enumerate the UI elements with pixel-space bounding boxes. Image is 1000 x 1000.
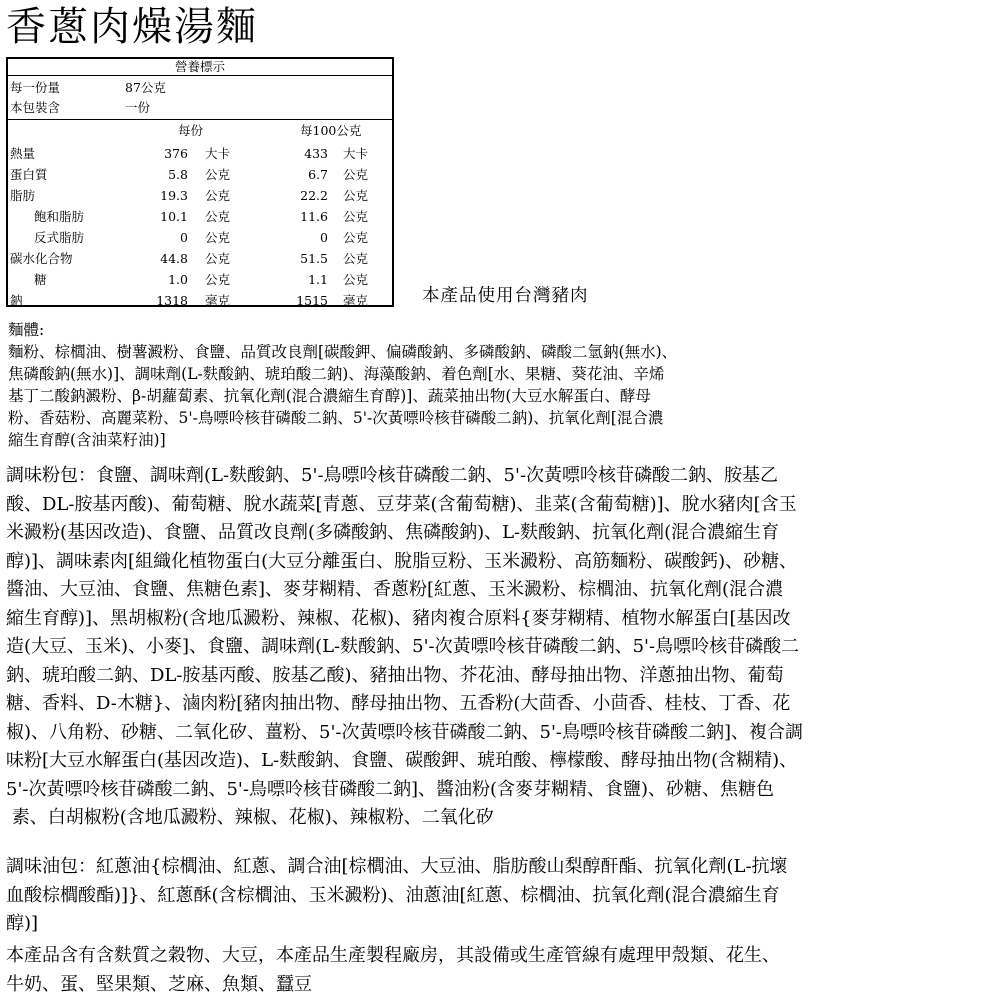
unit-per-100g: 公克	[343, 167, 369, 182]
unit-per-100g: 公克	[343, 188, 369, 203]
ingredient-line: 縮生育醇)]、黑胡椒粉(含地瓜澱粉、辣椒、花椒)、豬肉複合原料{麥芽糊精、植物水解蛋白[基因改	[6, 607, 791, 629]
value-per-serving: 10.1	[160, 209, 188, 224]
value-per-serving: 0	[180, 230, 188, 245]
unit-per-serving: 公克	[205, 251, 231, 266]
ingredient-line: 調味粉包：食鹽、調味劑(L-麩酸鈉、5'-鳥嘌呤核苷磷酸二鈉、5'-次黃嘌呤核苷磷酸二鈉、胺基乙	[6, 465, 779, 486]
pork-origin-note: 本產品使用台灣豬肉	[422, 286, 589, 306]
unit-per-100g: 公克	[343, 251, 369, 266]
servings-row	[8, 98, 392, 118]
nutrient-row	[8, 228, 392, 248]
nutrient-row	[8, 207, 392, 227]
unit-per-100g: 大卡	[343, 146, 369, 161]
col-per-100g: 每100公克	[300, 123, 362, 138]
nutrient-row	[8, 186, 392, 206]
ingredient-line: 味粉[大豆水解蛋白(基因改造)、L-麩酸鈉、食鹽、碳酸鉀、琥珀酸、檸檬酸、酵母抽出物(含糊精)、	[6, 750, 798, 771]
nutrient-row	[8, 165, 392, 185]
nutrient-label: 蛋白質	[10, 167, 48, 182]
allergen-line: 本產品含有含麩質之穀物、大豆，本產品生產製程廠房，其設備或生產管線有處理甲殼類、花生、	[6, 945, 780, 966]
nutrient-row	[8, 249, 392, 269]
ingredient-line: 麵粉、棕櫚油、樹薯澱粉、食鹽、品質改良劑[碳酸鉀、偏磷酸鈉、多磷酸鈉、磷酸二氫鈉(無水)、	[8, 343, 678, 361]
unit-per-serving: 大卡	[205, 146, 231, 161]
table-divider	[8, 119, 392, 120]
serving-size-value: 87公克	[125, 80, 166, 95]
nutrient-label: 糖	[34, 272, 47, 287]
nutrient-row	[8, 144, 392, 164]
value-per-100g: 22.2	[300, 188, 328, 203]
value-per-100g: 11.6	[300, 209, 328, 224]
value-per-100g: 433	[304, 146, 328, 161]
value-per-100g: 0	[320, 230, 328, 245]
ingredient-line: 血酸棕櫚酸酯)]}、紅蔥酥(含棕櫚油、玉米澱粉)、油蔥油[紅蔥、棕櫚油、抗氧化劑(混合濃縮生育	[6, 884, 780, 906]
nutrient-label: 飽和脂肪	[34, 209, 85, 224]
serving-size-label: 每一份量	[10, 80, 61, 95]
unit-per-serving: 公克	[205, 188, 231, 203]
product-title: 香蔥肉燥湯麵	[6, 4, 258, 50]
ingredient-line: 基丁二酸鈉澱粉、β-胡蘿蔔素、抗氧化劑(混合濃縮生育醇)]、蔬菜抽出物(大豆水解蛋白、酵母	[8, 387, 651, 405]
col-per-serving: 每份	[178, 123, 204, 138]
ingredient-line: 醬油、大豆油、食鹽、焦糖色素]、麥芽糊精、香蔥粉[紅蔥、玉米澱粉、棕櫚油、抗氧化劑(混合濃	[6, 579, 784, 600]
servings-label: 本包裝含	[10, 100, 61, 115]
nutrient-label: 鈉	[10, 293, 23, 308]
ingredient-line: 椒)、八角粉、砂糖、二氧化矽、薑粉、5'-次黃嘌呤核苷磷酸二鈉、5'-鳥嘌呤核苷磷酸二鈉]、複合調	[6, 721, 804, 743]
seasoning-oil-ingredients	[6, 853, 996, 939]
ingredient-line: 醇)]、調味素肉[組織化植物蛋白(大豆分離蛋白、脫脂豆粉、玉米澱粉、高筋麵粉、碳酸鈣)、砂糖、	[6, 550, 798, 572]
noodle-ingredients	[8, 319, 993, 451]
unit-per-serving: 毫克	[205, 293, 231, 308]
unit-per-serving: 公克	[205, 272, 231, 287]
nutrition-heading: 營養標示	[8, 59, 392, 76]
noodle-heading: 麵體:	[8, 321, 45, 339]
serving-size-row	[8, 78, 392, 98]
unit-per-100g: 公克	[343, 209, 369, 224]
servings-value: 一份	[125, 100, 151, 115]
ingredient-line: 調味油包：紅蔥油{棕櫚油、紅蔥、調合油[棕櫚油、大豆油、脂肪酸山梨醇酐酯、抗氧化劑(L-抗壞	[6, 856, 788, 877]
value-per-serving: 376	[164, 146, 188, 161]
value-per-serving: 44.8	[160, 251, 188, 266]
nutrient-row	[8, 291, 392, 311]
value-per-serving: 1318	[156, 293, 188, 308]
value-per-100g: 1.1	[308, 272, 328, 287]
unit-per-serving: 公克	[205, 209, 231, 224]
value-per-serving: 5.8	[168, 167, 188, 182]
ingredient-line: 焦磷酸鈉(無水)]、調味劑(L-麩酸鈉、琥珀酸二鈉)、海藻酸鈉、着色劑[水、果糖、葵花油、辛烯	[8, 365, 665, 383]
ingredient-line: 酸、DL-胺基丙酸)、葡萄糖、脫水蔬菜[青蔥、豆芽菜(含葡萄糖)、韭菜(含葡萄糖)]、脫水豬肉[含玉	[6, 493, 797, 515]
nutrient-label: 碳水化合物	[10, 251, 73, 266]
unit-per-serving: 公克	[205, 230, 231, 245]
column-header-row	[8, 121, 392, 141]
allergen-statement	[6, 942, 996, 999]
nutrient-label: 脂肪	[10, 188, 36, 203]
ingredient-line: 米澱粉(基因改造)、食鹽、品質改良劑(多磷酸鈉、焦磷酸鈉)、L-麩酸鈉、抗氧化劑(混合濃縮生育	[6, 522, 780, 543]
ingredient-line: 粉、香菇粉、高麗菜粉、5'-鳥嘌呤核苷磷酸二鈉、5'-次黃嘌呤核苷磷酸二鈉)、抗氧化劑[混合濃	[8, 409, 664, 427]
unit-per-100g: 毫克	[343, 293, 369, 308]
ingredient-line: 素、白胡椒粉(含地瓜澱粉、辣椒、花椒)、辣椒粉、二氧化矽	[6, 807, 494, 828]
ingredient-line: 醇)]	[6, 913, 39, 934]
ingredient-line: 糖、香料、D-木糖}、滷肉粉[豬肉抽出物、酵母抽出物、五香粉(大茴香、小茴香、桂枝、丁香、花	[6, 693, 791, 714]
value-per-100g: 51.5	[300, 251, 328, 266]
value-per-serving: 1.0	[168, 272, 188, 287]
seasoning-powder-ingredients	[6, 462, 996, 833]
nutrient-row	[8, 270, 392, 290]
value-per-serving: 19.3	[160, 188, 188, 203]
unit-per-serving: 公克	[205, 167, 231, 182]
value-per-100g: 6.7	[308, 167, 328, 182]
ingredient-line: 5'-次黃嘌呤核苷磷酸二鈉、5'-鳥嘌呤核苷磷酸二鈉]、醬油粉(含麥芽糊精、食鹽)、砂糖、焦糖色	[6, 778, 775, 800]
ingredient-line: 造(大豆、玉米)、小麥]、食鹽、調味劑(L-麩酸鈉、5'-次黃嘌呤核苷磷酸二鈉、5'-鳥嘌呤核苷磷酸二	[6, 636, 800, 657]
unit-per-100g: 公克	[343, 230, 369, 245]
nutrient-label: 熱量	[10, 146, 36, 161]
ingredient-line: 鈉、琥珀酸二鈉、DL-胺基丙酸、胺基乙酸)、豬抽出物、芥花油、酵母抽出物、洋蔥抽出物、葡萄	[6, 664, 784, 686]
allergen-line: 牛奶、蛋、堅果類、芝麻、魚類、蠶豆	[6, 973, 312, 995]
ingredient-line: 縮生育醇(含油菜籽油)]	[8, 431, 166, 449]
nutrient-label: 反式脂肪	[34, 230, 85, 245]
value-per-100g: 1515	[296, 293, 328, 308]
nutrition-facts-table	[6, 57, 394, 307]
unit-per-100g: 公克	[343, 272, 369, 287]
